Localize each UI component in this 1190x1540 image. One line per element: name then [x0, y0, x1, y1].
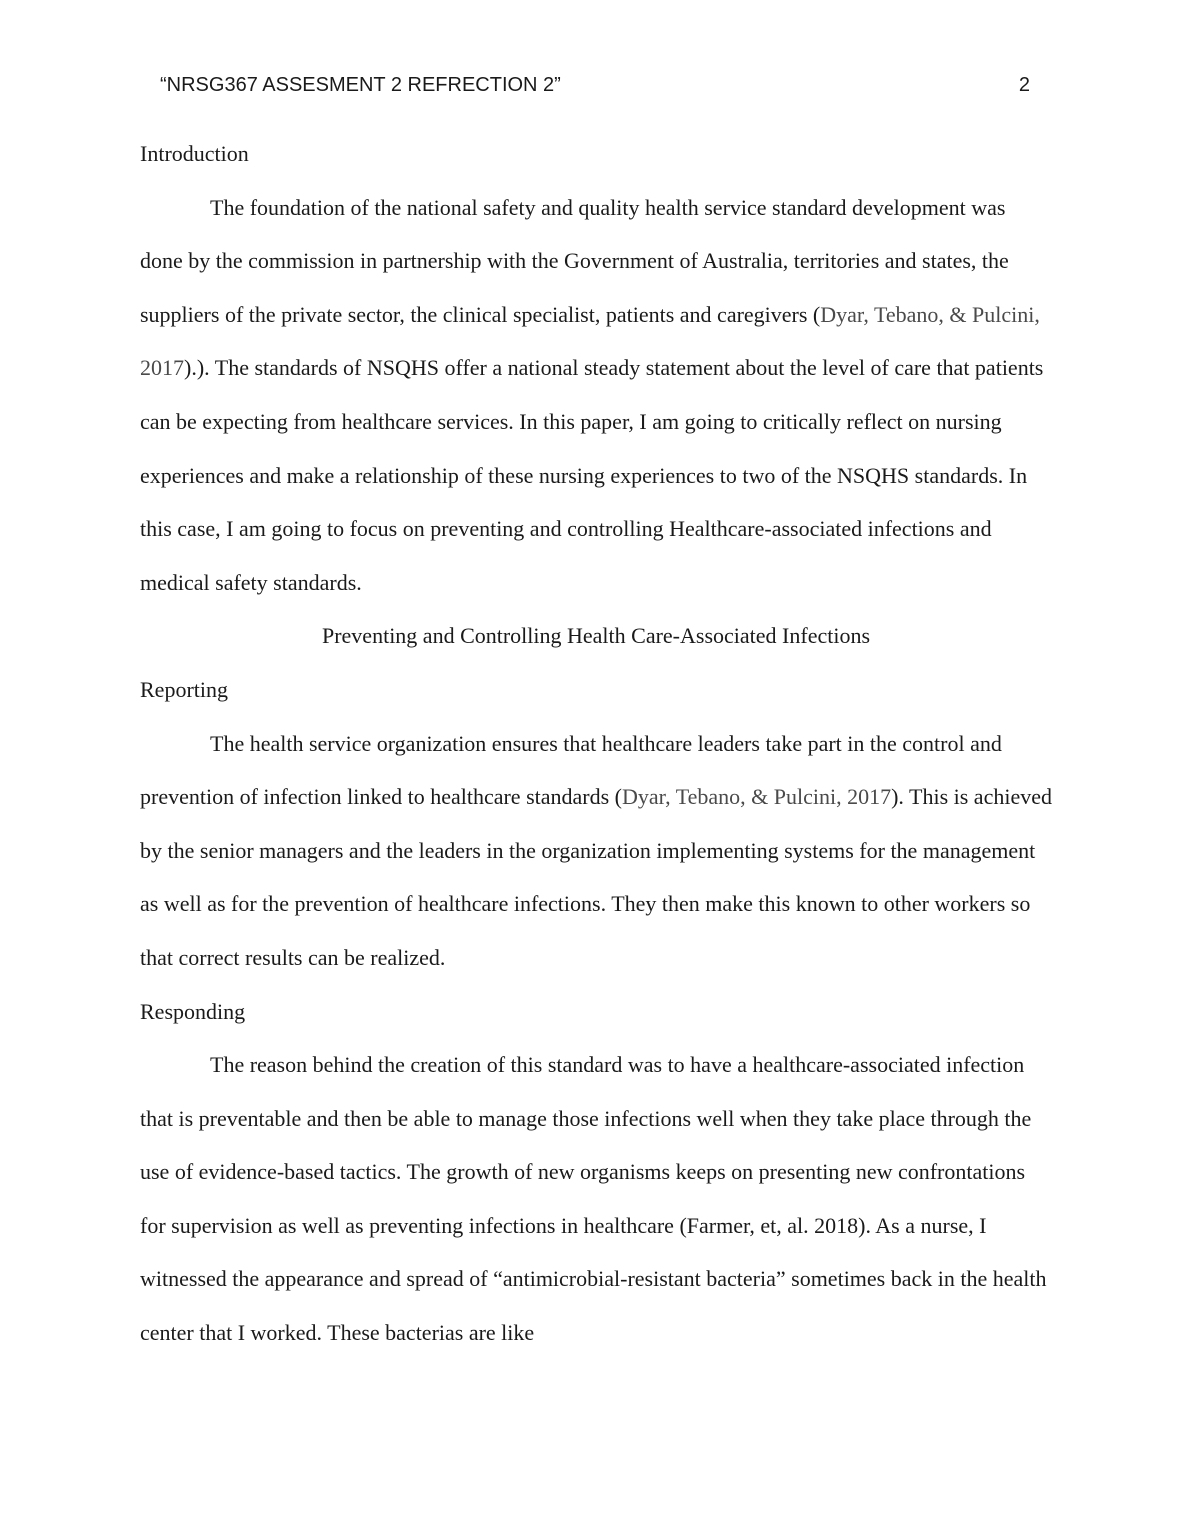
reporting-heading: Reporting: [140, 676, 228, 702]
introduction-text-part-2: ).). The standards of NSQHS offer a national steady statement about the level of care that patients can be expecting from healthcare services. In this paper, I am going to critically reflect on nursing experiences and make a relationship of these nursing experiences to two of the NSQHS standards. In this case, I am going to focus on preventing and controlling Healthcare-associated infections and medical safety standards.: [140, 355, 1044, 595]
introduction-paragraph: [140, 181, 1052, 610]
reporting-text-part-2: ). This is achieved by the senior managers and the leaders in the organization implementing systems for the management as well as for the prevention of healthcare infections. They then make this known to other workers so that correct results can be realized.: [140, 784, 1052, 970]
reporting-paragraph: [140, 717, 1052, 985]
responding-paragraph: The reason behind the creation of this standard was to have a healthcare-associated infection that is preventable and then be able to manage those infections well when they take place through the use of evidence-based tactics. The growth of new organisms keeps on presenting new confrontations for supervision as well as preventing infections in healthcare (Farmer, et, al. 2018). As a nurse, I witnessed the appearance and spread of “antimicrobial-resistant bacteria” sometimes back in the health center that I worked. These bacterias are like: [140, 1052, 1047, 1346]
reporting-citation: Dyar, Tebano, & Pulcini, 2017: [622, 784, 892, 810]
introduction-heading: Introduction: [140, 141, 249, 166]
section-title: Preventing and Controlling Health Care-Associated Infections: [321, 623, 871, 649]
responding-heading: Responding: [140, 998, 246, 1024]
introduction-citation: Dyar, Tebano, & Pulcini, 2017: [140, 301, 1040, 381]
page-number: 2: [1018, 74, 1030, 96]
document-body: [140, 127, 1052, 1360]
reporting-text-part-1: The health service organization ensures that healthcare leaders take part in the control and prevention of infection linked to healthcare standards (: [140, 730, 1002, 810]
running-head-title: “NRSG367 ASSESMENT 2 REFRECTION 2”: [160, 74, 561, 96]
introduction-text-part-1: The foundation of the national safety and quality health service standard development was done by the commission in partnership with the Government of Australia, territories and states, the suppliers of the private sector, the clinical specialist, patients and caregivers (: [140, 194, 1009, 327]
